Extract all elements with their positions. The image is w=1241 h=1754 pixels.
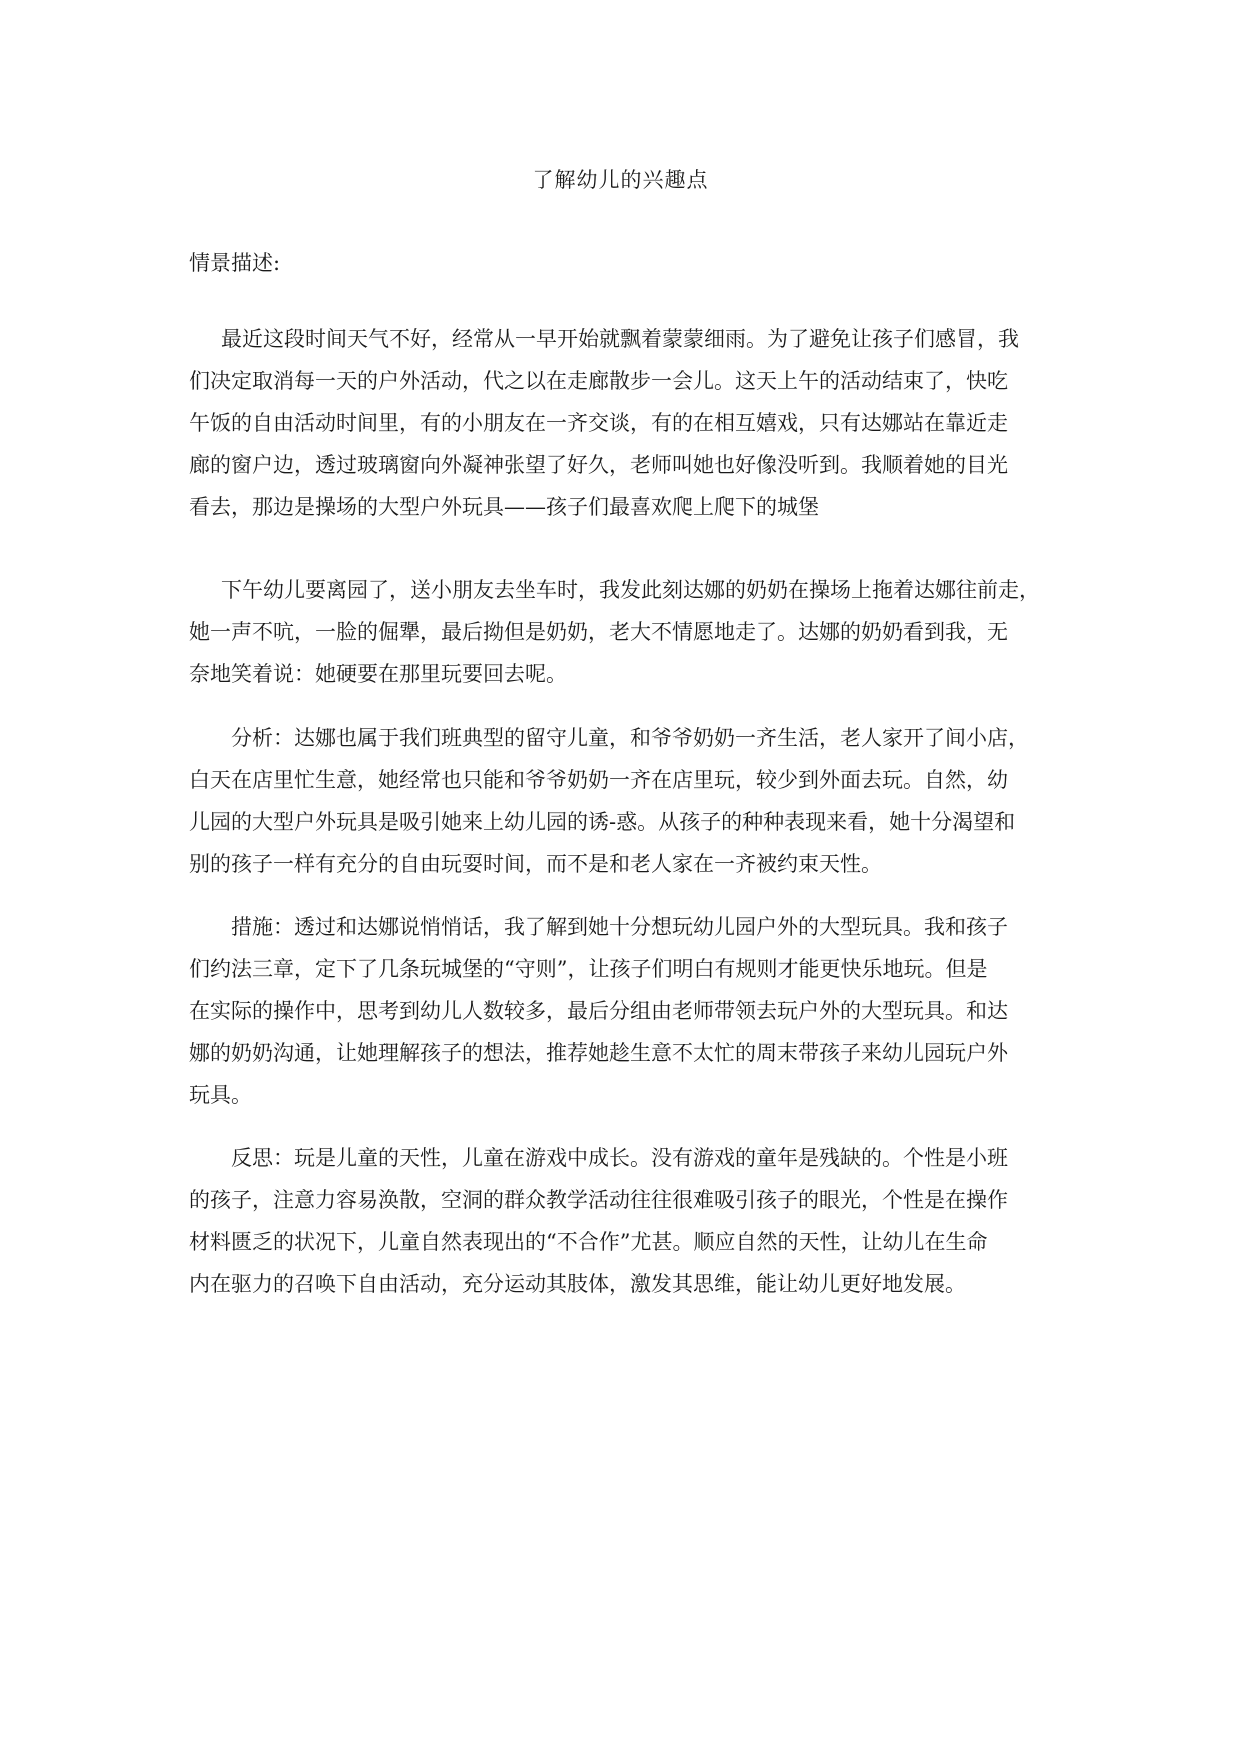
text-line: 午饭的自由活动时间里，有的小朋友在一齐交谈，有的在相互嬉戏，只有达娜站在靠近走	[189, 411, 1008, 435]
text-line: 们约法三章，定下了几条玩城堡的“守则”，让孩子们明白有规则才能更快乐地玩。但是	[189, 957, 988, 981]
text-line: 反思：玩是儿童的天性，儿童在游戏中成长。没有游戏的童年是残缺的。个性是小班	[231, 1146, 1008, 1170]
text-line: 最近这段时间天气不好，经常从一早开始就飘着蒙蒙细雨。为了避免让孩子们感冒，我	[221, 327, 1019, 351]
paragraph-measures	[189, 906, 1069, 1116]
text-line: 们决定取消每一天的户外活动，代之以在走廊散步一会儿。这天上午的活动结束了，快吃	[189, 369, 1008, 393]
text-line: 奈地笑着说：她硬要在那里玩要回去呢。	[189, 662, 567, 686]
text-line: 材料匮乏的状况下，儿童自然表现出的“不合作”尤甚。顺应自然的天性，让幼儿在生命	[189, 1230, 988, 1254]
text-line: 白天在店里忙生意，她经常也只能和爷爷奶奶一齐在店里玩，较少到外面去玩。自然，幼	[189, 768, 1008, 792]
text-line: 内在驱力的召唤下自由活动，充分运动其肢体，激发其思维，能让幼儿更好地发展。	[189, 1272, 966, 1296]
text-line: 在实际的操作中，思考到幼儿人数较多，最后分组由老师带领去玩户外的大型玩具。和达	[189, 999, 1008, 1023]
paragraph-description	[189, 318, 1069, 528]
text-line: 她一声不吭，一脸的倔犟，最后拗但是奶奶，老大不情愿地走了。达娜的奶奶看到我，无	[189, 620, 1008, 644]
page-title: 了解幼儿的兴趣点	[532, 168, 709, 192]
paragraph-reflection	[189, 1137, 1069, 1305]
text-line: 的孩子，注意力容易涣散，空洞的群众教学活动往往很难吸引孩子的眼光，个性是在操作	[189, 1188, 1008, 1212]
text-line: 看去，那边是操场的大型户外玩具——孩子们最喜欢爬上爬下的城堡	[189, 495, 819, 519]
paragraph-afternoon	[189, 569, 1069, 695]
text-line: 措施：透过和达娜说悄悄话，我了解到她十分想玩幼儿园户外的大型玩具。我和孩子	[231, 915, 1008, 939]
text-line: 别的孩子一样有充分的自由玩耍时间，而不是和老人家在一齐被约束天性。	[189, 852, 882, 876]
text-line: 下午幼儿要离园了，送小朋友去坐车时，我发此刻达娜的奶奶在操场上拖着达娜往前走，	[221, 578, 1040, 602]
text-line: 娜的奶奶沟通，让她理解孩子的想法，推荐她趁生意不太忙的周末带孩子来幼儿园玩户外	[189, 1041, 1008, 1065]
text-line: 玩具。	[189, 1083, 252, 1107]
text-line: 廊的窗户边，透过玻璃窗向外凝神张望了好久，老师叫她也好像没听到。我顺着她的目光	[189, 453, 1008, 477]
text-line: 分析：达娜也属于我们班典型的留守儿童，和爷爷奶奶一齐生活，老人家开了间小店，	[231, 726, 1029, 750]
paragraph-analysis	[189, 717, 1069, 885]
text-line: 儿园的大型户外玩具是吸引她来上幼儿园的诱-惑。从孩子的种种表现来看，她十分渴望和	[189, 810, 1016, 834]
section-label: 情景描述:	[189, 251, 281, 275]
